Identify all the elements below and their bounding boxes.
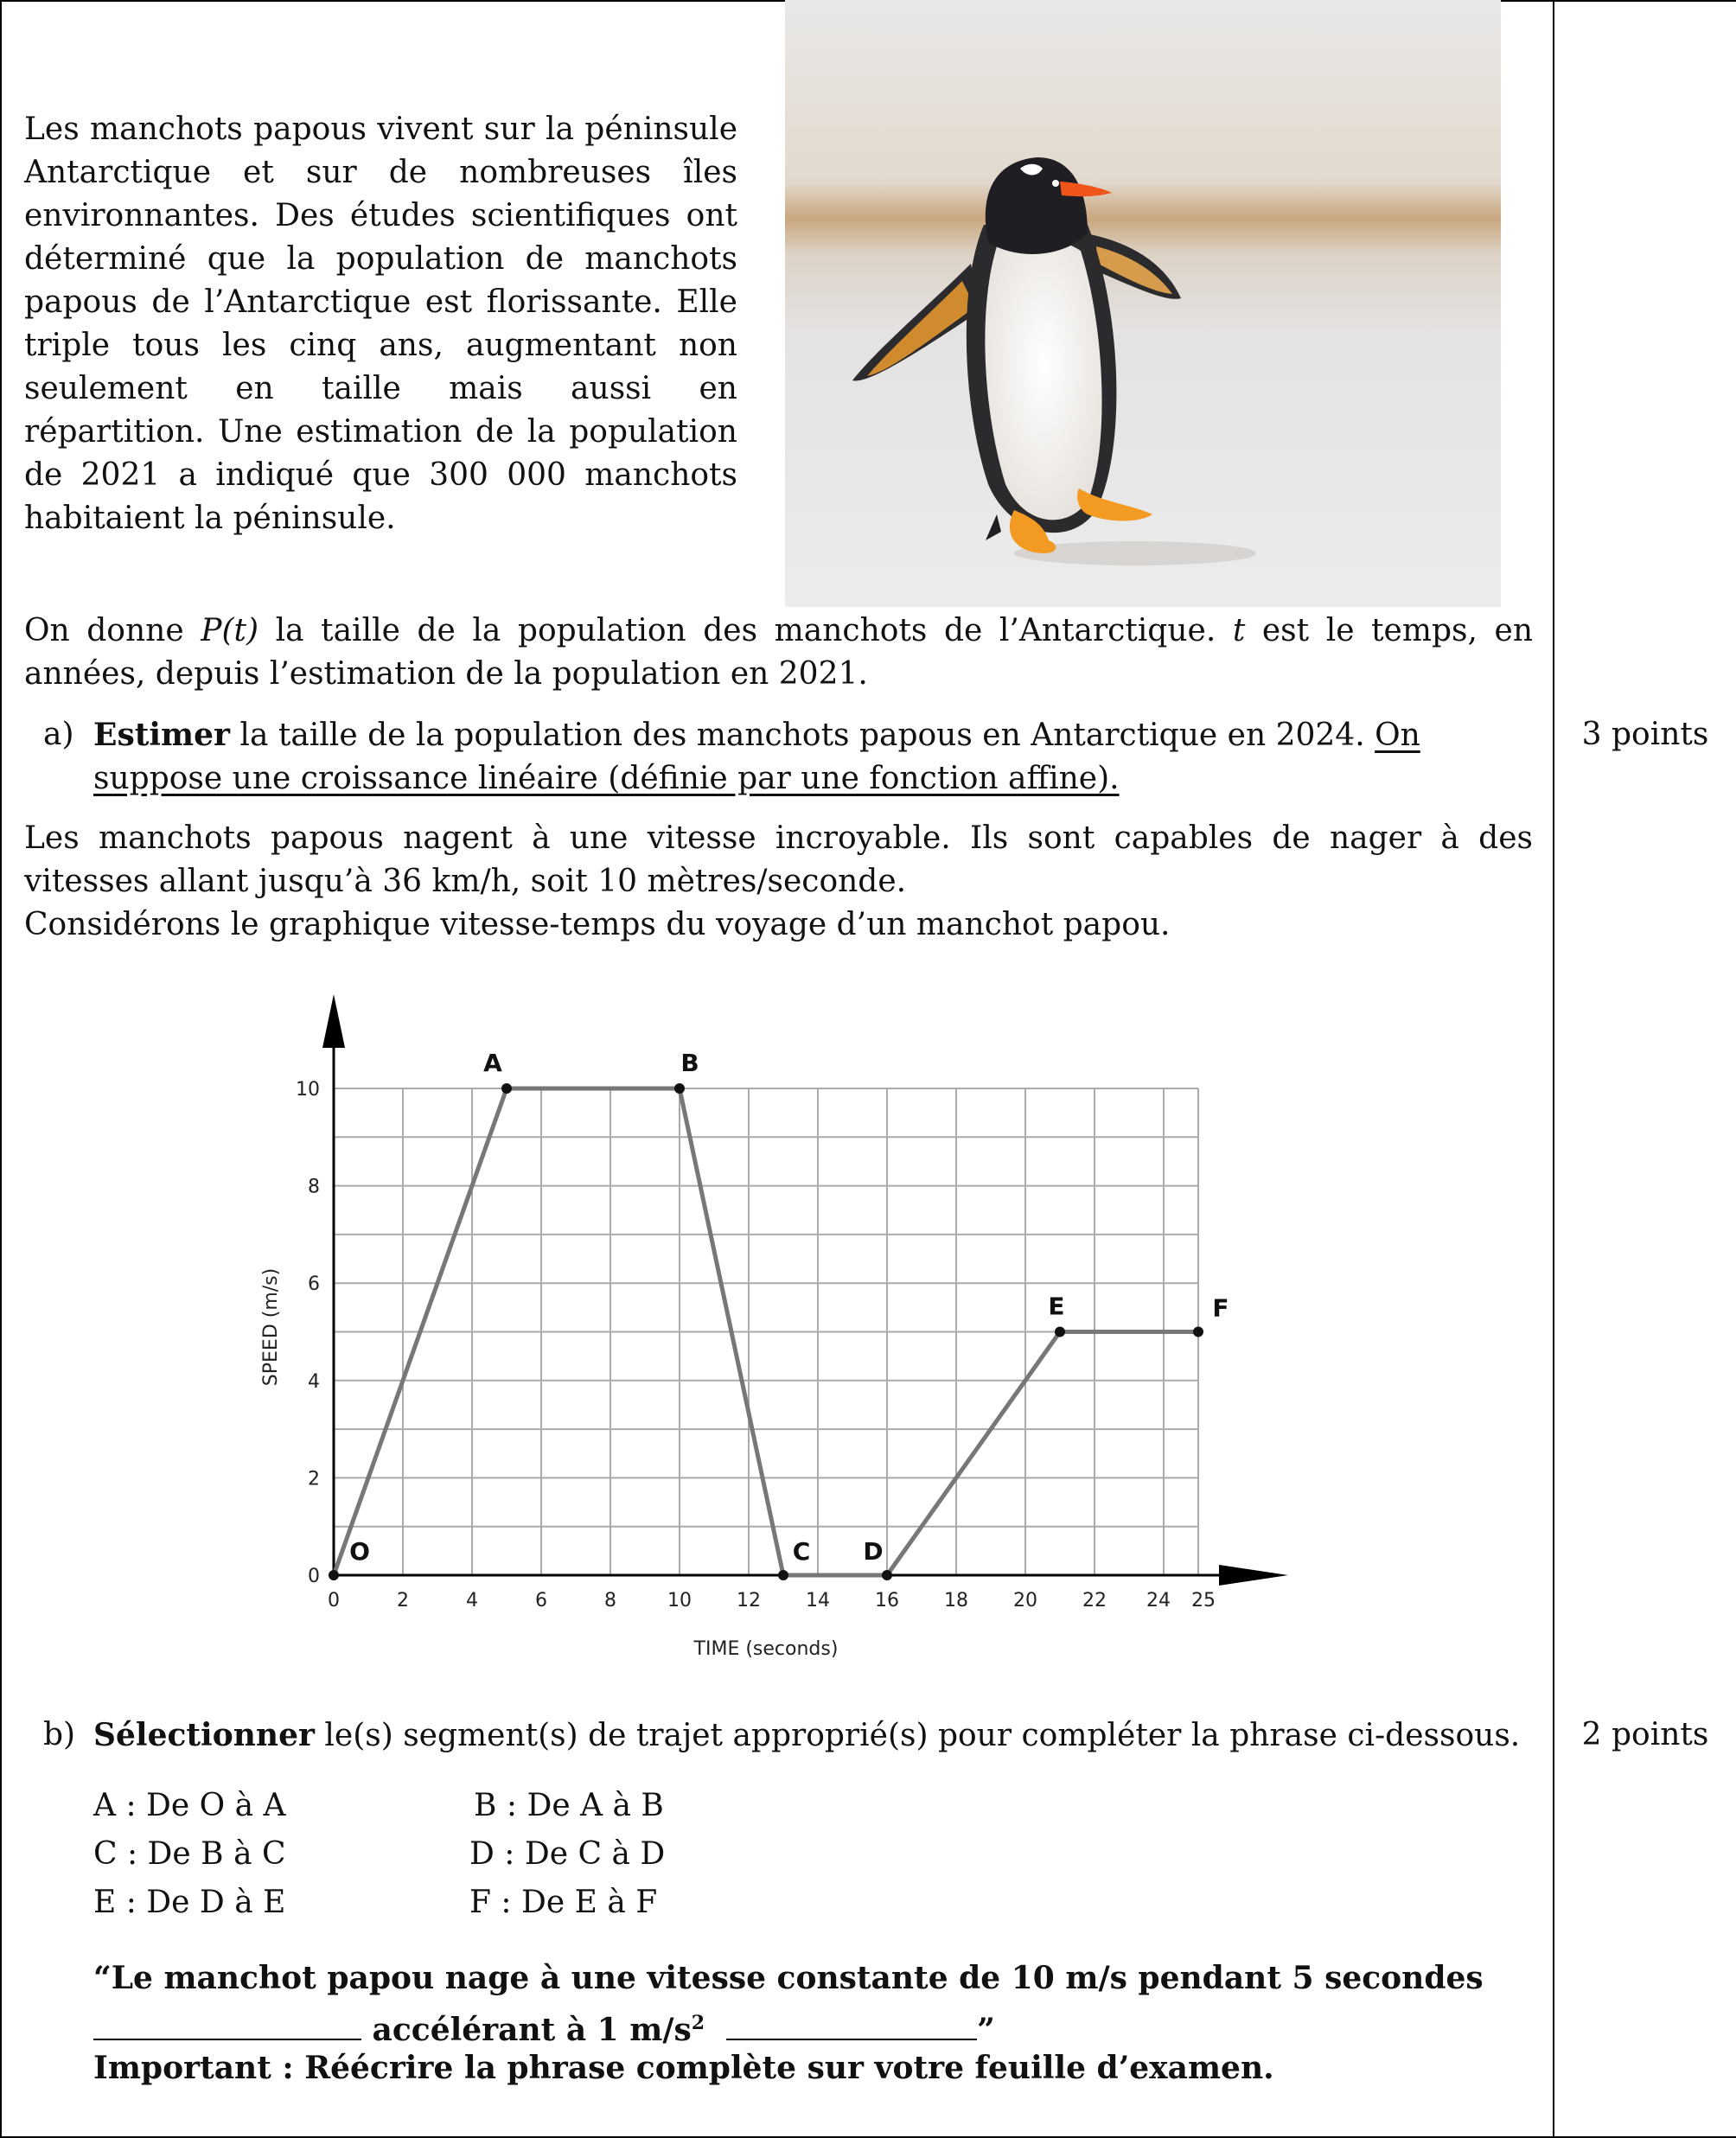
x-tick-label: 6 <box>535 1590 547 1611</box>
point-f <box>1193 1327 1203 1337</box>
x-tick-label: 10 <box>667 1590 692 1611</box>
point-e <box>1055 1327 1065 1337</box>
question-a-hypothesis: On suppose une croissance linéaire (définie par une fonction affine). <box>93 718 1420 796</box>
question-a: a) Estimer la taille de la population des manchots papous en Antarctique en 2024. On suppose une croissance linéaire (définie par une fonction affine). <box>43 713 1532 800</box>
x-tick-label: 18 <box>944 1590 968 1611</box>
y-axis-title: SPEED (m/s) <box>260 1267 282 1387</box>
option-d[interactable]: D : De C à D <box>469 1836 666 1872</box>
point-label-f: F <box>1212 1293 1229 1323</box>
x-tick-label: 0 <box>328 1590 340 1611</box>
point-label-b: B <box>680 1049 699 1077</box>
penguin-photo <box>785 0 1501 607</box>
x-tick-label: 12 <box>737 1590 761 1611</box>
x-axis-arrow <box>1219 1565 1288 1586</box>
function-symbol: P(t) <box>201 613 259 648</box>
question-a-label: a) <box>43 717 74 752</box>
question-b: b) Sélectionner le(s) segment(s) de trajet approprié(s) pour compléter la phrase ci-dessous. <box>43 1714 1532 1765</box>
y-axis-arrow <box>322 994 345 1048</box>
x-tick-label: 20 <box>1013 1590 1037 1611</box>
point-label-c: C <box>792 1537 811 1566</box>
intro-paragraph: Les manchots papous vivent sur la péninsule Antarctique et sur de nombreuses îles environnantes. Des études scientifiques ont déterminé que la population de manchots papous de l’Antarctique est florissante. Elle triple tous les cinq ans, augmentant non seulement en taille mais aussi en répartition. Une estimation de la population de 2021 a indiqué que 300 000 manchots habitaient la péninsule. <box>24 112 737 536</box>
point-o <box>329 1570 339 1580</box>
question-b-points: 2 points <box>1581 1717 1709 1752</box>
x-tick-label: 25 <box>1191 1590 1216 1611</box>
x-tick-label: 24 <box>1146 1590 1171 1611</box>
sentence-line-2: accélérant à 1 $m/s^2$ ” <box>93 2001 1533 2052</box>
points-column-divider <box>1553 0 1554 2136</box>
point-c <box>778 1570 788 1580</box>
question-b-verb: Sélectionner <box>93 1717 315 1753</box>
point-label-a: A <box>483 1049 502 1077</box>
question-a-points: 3 points <box>1581 717 1709 752</box>
option-e[interactable]: E : De D à E <box>93 1885 286 1920</box>
speed-time-chart <box>233 986 1297 1669</box>
x-tick-label: 4 <box>466 1590 478 1611</box>
point-d <box>882 1570 892 1580</box>
point-label-d: D <box>863 1537 884 1566</box>
option-f[interactable]: F : De E à F <box>469 1885 658 1920</box>
question-a-verb: Estimer <box>93 717 230 753</box>
y-tick-label: 10 <box>296 1079 320 1101</box>
speed-paragraph <box>24 817 1533 947</box>
x-tick-label: 2 <box>397 1590 409 1611</box>
blank-1[interactable] <box>93 2013 361 2040</box>
x-tick-label: 22 <box>1082 1590 1107 1611</box>
speed-line-1: Les manchots papous nagent à une vitesse incroyable. Ils sont capables de nager à des vitesses allant jusqu’à 36 km/h, soit 10 mètres/seconde. <box>24 820 1533 899</box>
option-a[interactable]: A : De O à A <box>93 1788 286 1823</box>
option-b[interactable]: B : De A à B <box>474 1788 664 1823</box>
option-c[interactable]: C : De B à C <box>93 1836 286 1872</box>
x-tick-label: 8 <box>604 1590 616 1611</box>
point-label-e: E <box>1048 1292 1065 1321</box>
x-tick-label: 16 <box>875 1590 899 1611</box>
x-tick-label: 14 <box>806 1590 830 1611</box>
y-tick-label: 6 <box>308 1273 320 1296</box>
x-axis-title: TIME (seconds) <box>693 1638 839 1660</box>
speed-line-2: Considérons le graphique vitesse-temps du voyage d’un manchot papou. <box>24 907 1171 942</box>
point-a <box>501 1083 512 1094</box>
definition-paragraph: On donne P(t) la taille de la population des manchots de l’Antarctique. t est le temps, en années, depuis l’estimation de la population en 2021. <box>24 613 1533 692</box>
question-b-label: b) <box>43 1717 76 1752</box>
completion-sentence <box>93 1956 1533 2052</box>
y-tick-label: 8 <box>308 1176 320 1198</box>
y-tick-label: 4 <box>308 1370 320 1393</box>
y-tick-label: 2 <box>308 1468 320 1490</box>
point-b <box>674 1083 685 1094</box>
important-note: Important : Réécrire la phrase complète sur votre feuille d’examen. <box>93 2050 1274 2086</box>
time-variable: t <box>1232 613 1246 648</box>
blank-2[interactable] <box>726 2013 977 2040</box>
sentence-line-1: “Le manchot papou nage à une vitesse constante de 10 m/s pendant 5 secondes <box>93 1960 1484 1996</box>
point-label-o: O <box>349 1537 370 1566</box>
y-tick-label: 0 <box>308 1566 320 1587</box>
